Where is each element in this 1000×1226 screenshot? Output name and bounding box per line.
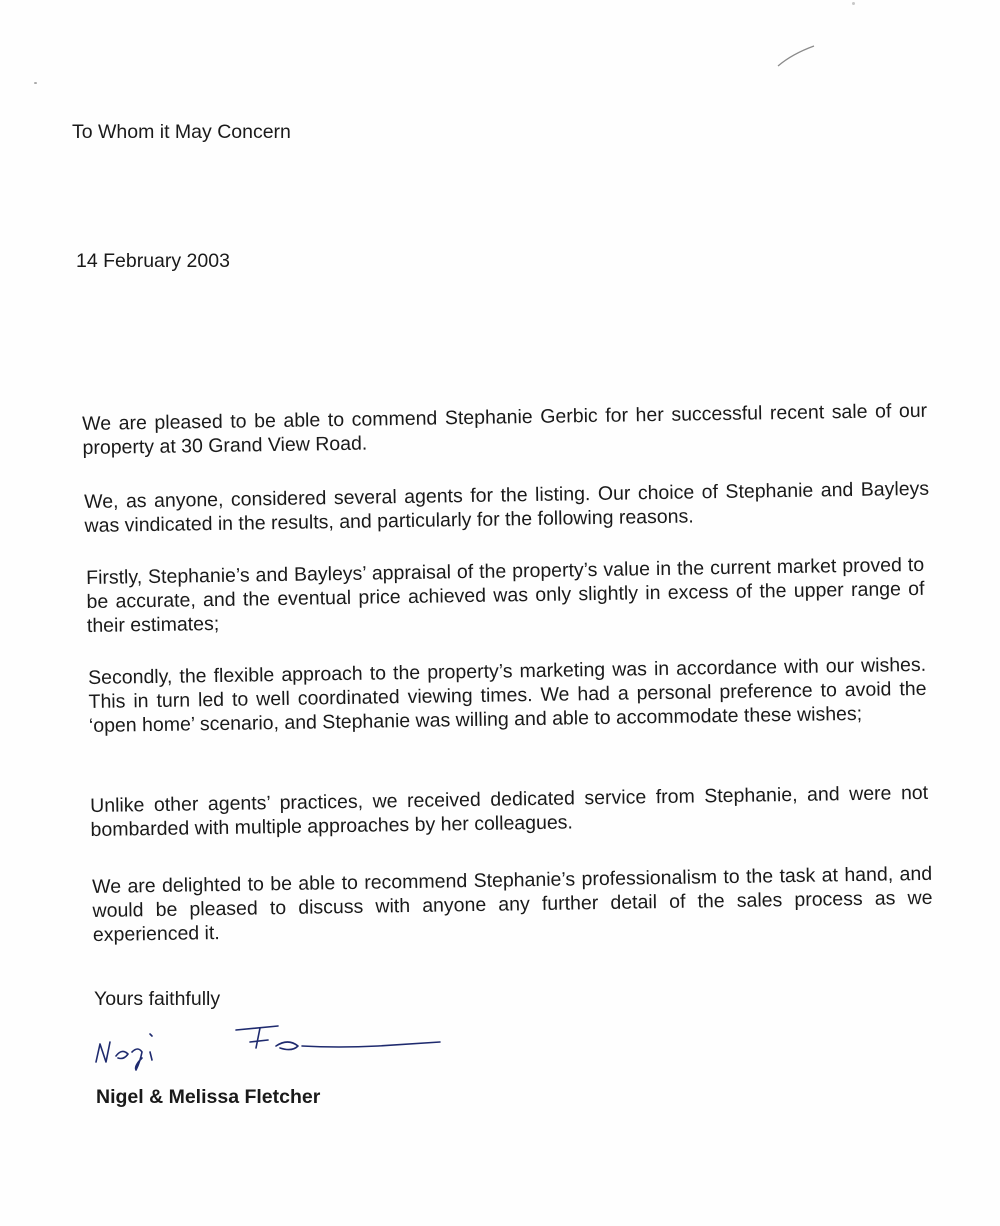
salutation: To Whom it May Concern [72, 121, 291, 143]
paragraph: Secondly, the flexible approach to the property’s marketing was in accordance with our wishes. This in turn led to well coordinated viewing times. We had a personal preference to avoid the ‘open home’ scenario, and Stephanie was willing and able to accommodate these wishes; [88, 653, 927, 737]
paragraph: Firstly, Stephanie’s and Bayleys’ appraisal of the property’s value in the current market proved to be accurate, and the eventual price achieved was only slightly in excess of the upper range of their estimates; [86, 553, 925, 637]
closing: Yours faithfully [94, 988, 221, 1010]
signature [88, 1018, 448, 1078]
paragraph: We are delighted to be able to recommend Stephanie’s professionalism to the task at hand, and would be pleased to discuss with anyone any further detail of the sales process as we experienced it. [92, 862, 933, 946]
signer-name: Nigel & Melissa Fletcher [96, 1086, 321, 1108]
scan-dot [852, 2, 855, 5]
paragraph: We are pleased to be able to commend Stephanie Gerbic for her successful recent sale of our property at 30 Grand View Road. [82, 399, 928, 459]
paragraph: Unlike other agents’ practices, we received dedicated service from Stephanie, and were not bombarded with multiple approaches by her colleagues. [90, 781, 929, 841]
paragraph: We, as anyone, considered several agents for the listing. Our choice of Stephanie and Bayleys was vindicated in the results, and particularly for the following reasons. [84, 477, 930, 537]
scan-stroke [770, 40, 820, 70]
scan-dot [34, 82, 37, 84]
letter-date: 14 February 2003 [76, 250, 230, 272]
